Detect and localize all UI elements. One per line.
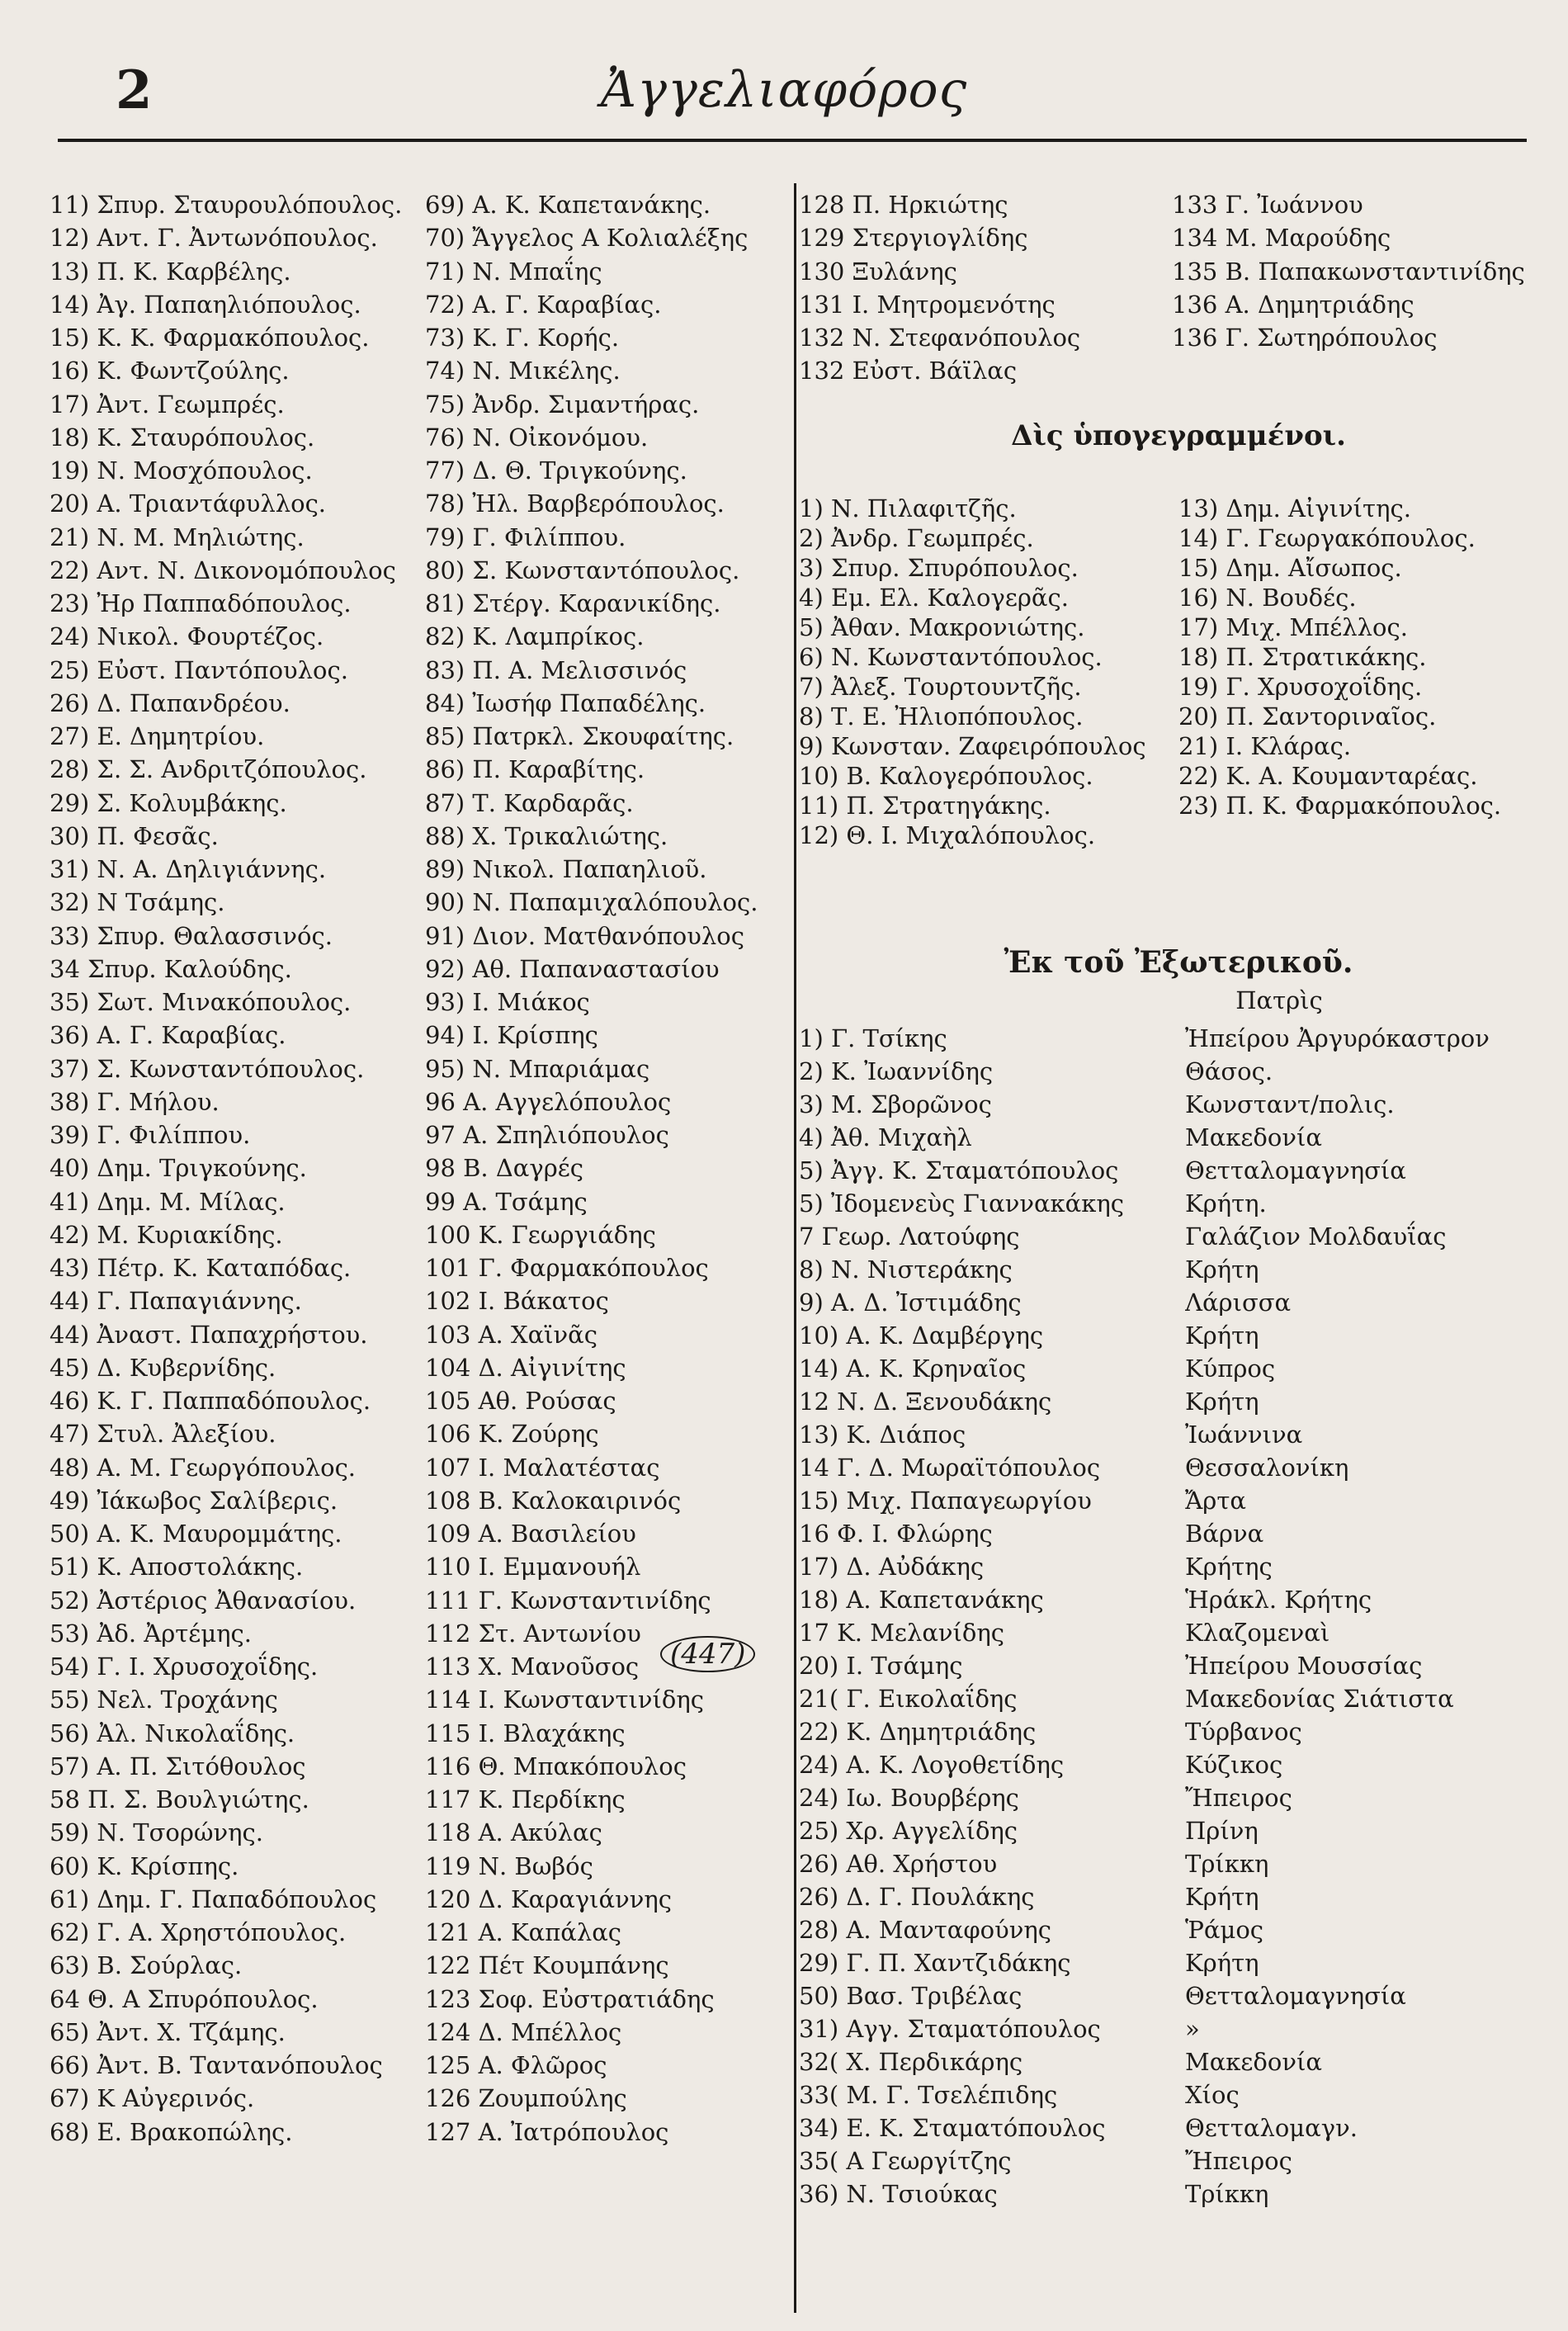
subscriber-entry: 69) Α. Κ. Καπετανάκης. xyxy=(425,191,711,219)
subscriber-entry: 73) Κ. Γ. Κορής. xyxy=(425,324,620,352)
abroad-homeland: Ἤπειρος xyxy=(1185,2147,1292,2175)
handwritten-margin-note: (447) xyxy=(660,1636,755,1672)
undersigned-list xyxy=(799,494,1558,850)
subscriber-entry: 51) Κ. Αποστολάκης. xyxy=(50,1553,304,1582)
undersigned-entry: 3) Σπυρ. Σπυρόπουλος. xyxy=(799,554,1079,582)
undersigned-entry: 17) Μιχ. Μπέλλος. xyxy=(1178,613,1408,641)
subscriber-entry: 17) Ἀντ. Γεωμπρές. xyxy=(50,390,285,418)
abroad-name: 29) Γ. Π. Χαντζιδάκης xyxy=(799,1949,1071,1977)
homeland-heading: Πατρὶς xyxy=(1235,986,1323,1014)
undersigned-entry: 20) Π. Σαντοριναῖος. xyxy=(1178,702,1437,731)
subscriber-entry: 11) Σπυρ. Σταυρουλόπουλος. xyxy=(50,191,403,219)
subscriber-entry: 42) Μ. Κυριακίδης. xyxy=(50,1220,283,1249)
abroad-homeland: Τρίκκη xyxy=(1185,2180,1269,2208)
subscriber-entry: 121 Α. Καπάλας xyxy=(425,1918,622,1946)
subscriber-entry: 93) Ι. Μιάκος xyxy=(425,988,590,1016)
subscriber-entry: 132 Ν. Στεφανόπουλος xyxy=(799,324,1081,352)
subscriber-entry: 57) Α. Π. Σιτόθουλος xyxy=(50,1752,306,1780)
subscriber-entry: 37) Σ. Κωνσταντόπουλος. xyxy=(50,1054,365,1083)
subscriber-entry: 75) Ἀνδρ. Σιμαντήρας. xyxy=(425,390,700,418)
abroad-homeland: Ῥάμος xyxy=(1185,1916,1264,1944)
abroad-homeland: Κρήτη xyxy=(1185,1949,1259,1977)
abroad-homeland: Κρήτη xyxy=(1185,1322,1259,1350)
abroad-name: 8) Ν. Νιστεράκης xyxy=(799,1255,1013,1284)
abroad-homeland: Ἤπειρος xyxy=(1185,1784,1292,1812)
abroad-name: 36) Ν. Τσιούκας xyxy=(799,2180,998,2208)
abroad-name: 4) Ἀθ. Μιχαὴλ xyxy=(799,1123,972,1151)
abroad-name: 1) Γ. Τσίκης xyxy=(799,1024,947,1052)
subscriber-entry: 88) Χ. Τρικαλιώτης. xyxy=(425,821,668,850)
subscriber-entry: 115 Ι. Βλαχάκης xyxy=(425,1719,626,1747)
subscriber-column-2 xyxy=(425,188,792,2149)
subscriber-entry: 70) Ἄγγελος Α Κολιαλέξης xyxy=(425,224,749,253)
undersigned-entry: 16) Ν. Βουδές. xyxy=(1178,584,1357,612)
subscriber-entry: 97 Α. Σπηλιόπουλος xyxy=(425,1121,669,1149)
subscriber-entry: 58 Π. Σ. Βουλγιώτης. xyxy=(50,1785,309,1813)
abroad-name: 24) Ιω. Βουρβέρης xyxy=(799,1784,1019,1812)
abroad-name: 26) Αθ. Χρήστου xyxy=(799,1850,998,1878)
abroad-name: 21( Γ. Εικολαΐδης xyxy=(799,1685,1018,1713)
subscriber-entry: 33) Σπυρ. Θαλασσινός. xyxy=(50,921,333,950)
subscriber-entry: 92) Αθ. Παπαναστασίου xyxy=(425,954,720,983)
subscriber-entry: 83) Π. Α. Μελισσινός xyxy=(425,655,687,684)
subscriber-entry: 74) Ν. Μικέλης. xyxy=(425,357,621,385)
subscriber-entry: 26) Δ. Παπανδρέου. xyxy=(50,688,290,717)
subscriber-entry: 135 Β. Παπακωνσταντινίδης xyxy=(1172,257,1525,286)
abroad-homeland: Κρήτη xyxy=(1185,1255,1259,1284)
subscriber-entry: 86) Π. Καραβίτης. xyxy=(425,755,645,784)
subscriber-entry: 111 Γ. Κωνσταντινίδης xyxy=(425,1586,711,1615)
subscriber-entry: 101 Γ. Φαρμακόπουλος xyxy=(425,1254,709,1282)
subscriber-entry: 132 Εὐστ. Βάϊλας xyxy=(799,357,1018,385)
abroad-name: 22) Κ. Δημητριάδης xyxy=(799,1718,1037,1746)
subscriber-entry: 85) Πατρκλ. Σκουφαίτης. xyxy=(425,722,734,750)
subscriber-entry: 129 Στεργιογλίδης xyxy=(799,224,1028,253)
subscriber-entry: 104 Δ. Αἰγινίτης xyxy=(425,1353,626,1382)
subscriber-entry: 76) Ν. Οἰκονόμου. xyxy=(425,423,649,452)
subscriber-entry: 128 Π. Ηρκιώτης xyxy=(799,191,1008,219)
undersigned-entry: 10) Β. Καλογερόπουλος. xyxy=(799,762,1093,790)
undersigned-entry: 5) Ἀθαν. Μακρονιώτης. xyxy=(799,613,1085,641)
subscriber-entry: 78) Ἠλ. Βαρβερόπουλος. xyxy=(425,489,725,518)
undersigned-entry: 13) Δημ. Αἰγινίτης. xyxy=(1178,494,1411,522)
subscriber-column-1 xyxy=(50,188,425,2149)
subscriber-entry: 131 Ι. Μητρομενότης xyxy=(799,290,1056,319)
undersigned-entry: 18) Π. Στρατικάκης. xyxy=(1178,643,1427,671)
abroad-homeland: Ἄρτα xyxy=(1185,1487,1246,1515)
subscriber-entry: 105 Αθ. Ρούσας xyxy=(425,1387,616,1415)
subscriber-entry: 23) Ἠρ Παππαδόπουλος. xyxy=(50,589,352,617)
abroad-name: 31) Αγγ. Σταματόπουλος xyxy=(799,2015,1101,2043)
abroad-homeland: Τρίκκη xyxy=(1185,1850,1269,1878)
subscriber-entry: 35) Σωτ. Μινακόπουλος. xyxy=(50,988,352,1016)
abroad-name: 12 Ν. Δ. Ξενουδάκης xyxy=(799,1388,1052,1416)
abroad-list xyxy=(799,1022,1558,2210)
undersigned-entry: 19) Γ. Χρυσοχοΐδης. xyxy=(1178,673,1423,701)
abroad-homeland: Κρήτης xyxy=(1185,1553,1273,1581)
abroad-homeland: Γαλάζιον Μολδαυΐας xyxy=(1185,1222,1447,1251)
subscriber-entry: 36) Α. Γ. Καραβίας. xyxy=(50,1021,286,1050)
subscriber-entry: 133 Γ. Ἰωάννου xyxy=(1172,191,1363,219)
subscriber-entry: 82) Κ. Λαμπρίκος. xyxy=(425,622,645,651)
subscriber-entry: 38) Γ. Μήλου. xyxy=(50,1087,220,1116)
subscriber-entry: 55) Νελ. Τροχάνης xyxy=(50,1686,278,1714)
abroad-homeland: Πρίνη xyxy=(1185,1817,1259,1845)
subscriber-entry: 24) Νικολ. Φουρτέζος. xyxy=(50,622,324,651)
undersigned-heading: Δὶς ὑπογεγραμμένοι. xyxy=(1011,419,1346,452)
undersigned-entry: 7) Ἀλεξ. Τουρτουντζῆς. xyxy=(799,673,1082,701)
subscriber-entry: 21) Ν. Μ. Μηλιώτης. xyxy=(50,522,305,551)
subscriber-entry: 45) Δ. Κυβερνίδης. xyxy=(50,1353,276,1382)
abroad-name: 3) Μ. Σβορῶνος xyxy=(799,1090,992,1118)
subscriber-entry: 87) Τ. Καρδαρᾶς. xyxy=(425,788,634,817)
subscriber-entry: 29) Σ. Κολυμβάκης. xyxy=(50,788,287,817)
undersigned-entry: 1) Ν. Πιλαφιτζῆς. xyxy=(799,494,1017,522)
subscriber-entry: 40) Δημ. Τριγκούνης. xyxy=(50,1154,307,1183)
subscriber-entry: 130 Ξυλάνης xyxy=(799,257,957,286)
subscriber-entry: 19) Ν. Μοσχόπουλος. xyxy=(50,456,313,485)
subscriber-entry: 99 Α. Τσάμης xyxy=(425,1187,588,1216)
undersigned-entry: 23) Π. Κ. Φαρμακόπουλος. xyxy=(1178,792,1502,820)
abroad-name: 2) Κ. Ἰωαννίδης xyxy=(799,1057,994,1085)
subscriber-entry: 62) Γ. Α. Χρηστόπουλος. xyxy=(50,1918,347,1946)
subscriber-entry: 60) Κ. Κρίσπης. xyxy=(50,1851,239,1880)
subscriber-entry: 81) Στέργ. Καρανικίδης. xyxy=(425,589,721,617)
subscriber-entry: 48) Α. Μ. Γεωργόπουλος. xyxy=(50,1453,357,1482)
undersigned-entry: 15) Δημ. Αἴσωπος. xyxy=(1178,554,1402,582)
abroad-homeland: Θάσος. xyxy=(1185,1057,1273,1085)
subscriber-entry: 39) Γ. Φιλίππου. xyxy=(50,1121,251,1149)
abroad-homeland: Κύπρος xyxy=(1185,1355,1276,1383)
abroad-homeland: Μακεδονίας Σιάτιστα xyxy=(1185,1685,1454,1713)
subscriber-entry: 22) Αντ. Ν. Δικονομόπουλος xyxy=(50,556,396,584)
subscriber-entry: 34 Σπυρ. Καλούδης. xyxy=(50,954,292,983)
undersigned-entry: 8) Τ. Ε. Ἠλιοπόπουλος. xyxy=(799,702,1084,731)
subscriber-entry: 47) Στυλ. Ἀλεξίου. xyxy=(50,1420,276,1449)
abroad-homeland: » xyxy=(1185,2015,1200,2043)
abroad-name: 34) Ε. Κ. Σταματόπουλος xyxy=(799,2114,1106,2142)
subscriber-entry: 125 Α. Φλῶρος xyxy=(425,2051,607,2079)
subscriber-entry: 27) Ε. Δημητρίου. xyxy=(50,722,265,750)
subscriber-entry: 12) Αντ. Γ. Ἀντωνόπουλος. xyxy=(50,224,378,253)
abroad-name: 14 Γ. Δ. Μωραϊτόπουλος xyxy=(799,1454,1101,1482)
subscriber-entry: 20) Α. Τριαντάφυλλος. xyxy=(50,489,327,518)
header-rule xyxy=(58,139,1527,142)
subscriber-entry: 96 Α. Αγγελόπουλος xyxy=(425,1087,672,1116)
abroad-heading: Ἐκ τοῦ Ἐξωτερικοῦ. xyxy=(1004,945,1353,980)
abroad-homeland: Λάρισσα xyxy=(1185,1288,1292,1317)
undersigned-entry: 21) Ι. Κλάρας. xyxy=(1178,732,1352,760)
column-divider xyxy=(794,183,796,2313)
subscriber-entry: 136 Α. Δημητριάδης xyxy=(1172,290,1415,319)
subscriber-entry: 56) Ἀλ. Νικολαΐδης. xyxy=(50,1719,295,1747)
undersigned-entry: 22) Κ. Α. Κουμανταρέας. xyxy=(1178,762,1478,790)
subscriber-entry: 18) Κ. Σταυρόπουλος. xyxy=(50,423,315,452)
subscriber-entry: 113 Χ. Μανοῦσος xyxy=(425,1653,640,1681)
abroad-homeland: Κρήτη. xyxy=(1185,1189,1267,1218)
subscriber-entry: 106 Κ. Ζούρης xyxy=(425,1420,599,1449)
abroad-homeland: Βάρνα xyxy=(1185,1520,1264,1548)
abroad-homeland: Μακεδονία xyxy=(1185,2048,1322,2076)
abroad-homeland: Κρήτη xyxy=(1185,1883,1259,1911)
masthead-title: Ἀγγελιαφόρος xyxy=(600,61,968,119)
abroad-name: 24) Α. Κ. Λογοθετίδης xyxy=(799,1751,1065,1779)
subscriber-entry: 118 Α. Ακύλας xyxy=(425,1818,602,1847)
subscriber-entry: 44) Ἀναστ. Παπαχρήστου. xyxy=(50,1320,368,1349)
subscriber-entry: 94) Ι. Κρίσπης xyxy=(425,1021,598,1050)
abroad-name: 14) Α. Κ. Κρηναῖος xyxy=(799,1355,1027,1383)
subscriber-entry: 53) Ἀδ. Ἀρτέμης. xyxy=(50,1619,253,1648)
subscriber-entry: 120 Δ. Καραγιάννης xyxy=(425,1884,672,1913)
subscriber-entry: 100 Κ. Γεωργιάδης xyxy=(425,1220,656,1249)
subscriber-entry: 117 Κ. Περδίκης xyxy=(425,1785,626,1813)
subscriber-column-3 xyxy=(799,188,1172,388)
abroad-name: 10) Α. Κ. Δαμβέργης xyxy=(799,1322,1044,1350)
abroad-homeland: Χίος xyxy=(1185,2081,1240,2109)
undersigned-entry xyxy=(1178,820,1558,850)
undersigned-entry: 11) Π. Στρατηγάκης. xyxy=(799,792,1051,820)
abroad-name: 28) Α. Μανταφούνης xyxy=(799,1916,1051,1944)
subscriber-column-4 xyxy=(1172,188,1560,354)
abroad-name: 5) Ἀγγ. Κ. Σταματόπουλος xyxy=(799,1156,1119,1184)
undersigned-entry: 14) Γ. Γεωργακόπουλος. xyxy=(1178,524,1476,552)
subscriber-entry: 61) Δημ. Γ. Παπαδόπουλος xyxy=(50,1884,377,1913)
abroad-name: 16 Φ. Ι. Φλώρης xyxy=(799,1520,993,1548)
undersigned-entry: 9) Κωνσταν. Ζαφειρόπουλος xyxy=(799,732,1146,760)
subscriber-entry: 116 Θ. Μπακόπουλος xyxy=(425,1752,687,1780)
subscriber-entry: 44) Γ. Παπαγιάννης. xyxy=(50,1287,302,1316)
subscriber-entry: 72) Α. Γ. Καραβίας. xyxy=(425,290,662,319)
subscriber-entry: 52) Ἀστέριος Ἀθανασίου. xyxy=(50,1586,357,1615)
undersigned-entry: 6) Ν. Κωνσταντόπουλος. xyxy=(799,643,1103,671)
subscriber-entry: 109 Α. Βασιλείου xyxy=(425,1520,636,1548)
subscriber-entry: 90) Ν. Παπαμιχαλόπουλος. xyxy=(425,888,758,917)
subscriber-entry: 95) Ν. Μπαριάμας xyxy=(425,1054,650,1083)
subscriber-entry: 50) Α. Κ. Μαυρομμάτης. xyxy=(50,1520,342,1548)
subscriber-entry: 79) Γ. Φιλίππου. xyxy=(425,522,626,551)
subscriber-entry: 124 Δ. Μπέλλος xyxy=(425,2017,622,2046)
subscriber-entry: 77) Δ. Θ. Τριγκούνης. xyxy=(425,456,687,485)
subscriber-entry: 66) Ἀντ. Β. Ταντανόπουλος xyxy=(50,2051,383,2079)
subscriber-entry: 16) Κ. Φωντζούλης. xyxy=(50,357,290,385)
subscriber-entry: 107 Ι. Μαλατέστας xyxy=(425,1453,660,1482)
subscriber-entry: 108 Β. Καλοκαιρινός xyxy=(425,1486,682,1515)
subscriber-entry: 28) Σ. Σ. Ανδριτζόπουλος. xyxy=(50,755,367,784)
abroad-homeland: Θετταλομαγνησία xyxy=(1185,1156,1406,1184)
subscriber-entry: 13) Π. Κ. Καρβέλης. xyxy=(50,257,291,286)
subscriber-entry: 112 Στ. Αντωνίου xyxy=(425,1619,641,1648)
abroad-name: 9) Α. Δ. Ἰστιμάδης xyxy=(799,1288,1022,1317)
abroad-homeland: Ἡράκλ. Κρήτης xyxy=(1185,1586,1372,1614)
subscriber-entry: 126 Ζουμπούλης xyxy=(425,2084,627,2113)
subscriber-entry: 114 Ι. Κωνσταντινίδης xyxy=(425,1686,704,1714)
abroad-name: 7 Γεωρ. Λατούφης xyxy=(799,1222,1020,1251)
subscriber-entry: 59) Ν. Τσορώνης. xyxy=(50,1818,264,1847)
abroad-homeland: Κωνσταντ/πολις. xyxy=(1185,1090,1395,1118)
subscriber-entry: 102 Ι. Βάκατος xyxy=(425,1287,609,1316)
undersigned-entry: 4) Εμ. Ελ. Καλογερᾶς. xyxy=(799,584,1069,612)
abroad-name: 15) Μιχ. Παπαγεωργίου xyxy=(799,1487,1092,1515)
abroad-homeland: Τύρβανος xyxy=(1185,1718,1302,1746)
subscriber-entry: 119 Ν. Βωβός xyxy=(425,1851,593,1880)
abroad-name: 25) Χρ. Αγγελίδης xyxy=(799,1817,1018,1845)
subscriber-entry: 89) Νικολ. Παπαηλιοῦ. xyxy=(425,855,707,883)
abroad-name: 26) Δ. Γ. Πουλάκης xyxy=(799,1883,1035,1911)
subscriber-entry: 46) Κ. Γ. Παππαδόπουλος. xyxy=(50,1387,371,1415)
subscriber-entry: 68) Ε. Βρακοπώλης. xyxy=(50,2117,293,2146)
abroad-name: 5) Ἰδομενεὺς Γιαννακάκης xyxy=(799,1189,1124,1218)
abroad-homeland: Ἠπείρου Ἀργυρόκαστρον xyxy=(1185,1024,1490,1052)
abroad-name: 20) Ι. Τσάμης xyxy=(799,1652,963,1680)
abroad-name: 17) Δ. Αὐδάκης xyxy=(799,1553,985,1581)
abroad-name: 17 Κ. Μελανίδης xyxy=(799,1619,1004,1647)
subscriber-entry: 32) Ν Τσάμης. xyxy=(50,888,225,917)
subscriber-entry: 64 Θ. Α Σπυρόπουλος. xyxy=(50,1984,319,2013)
subscriber-entry: 136 Γ. Σωτηρόπουλος xyxy=(1172,324,1438,352)
subscriber-entry: 65) Ἀντ. Χ. Τζάμης. xyxy=(50,2017,286,2046)
subscriber-entry: 110 Ι. Εμμανουήλ xyxy=(425,1553,641,1582)
abroad-homeland: Μακεδονία xyxy=(1185,1123,1322,1151)
subscriber-entry: 91) Διον. Ματθανόπουλος xyxy=(425,921,744,950)
subscriber-entry: 15) Κ. Κ. Φαρμακόπουλος. xyxy=(50,324,370,352)
undersigned-entry: 12) Θ. Ι. Μιχαλόπουλος. xyxy=(799,821,1096,849)
abroad-homeland: Ἰωάννινα xyxy=(1185,1421,1303,1449)
subscriber-entry: 71) Ν. Μπαΐης xyxy=(425,257,602,286)
subscriber-entry: 43) Πέτρ. Κ. Καταπόδας. xyxy=(50,1254,352,1282)
abroad-homeland: Θεσσαλονίκη xyxy=(1185,1454,1349,1482)
subscriber-entry: 103 Α. Χαϊνᾶς xyxy=(425,1320,598,1349)
subscriber-entry: 14) Ἀγ. Παπαηλιόπουλος. xyxy=(50,290,361,319)
subscriber-entry: 134 Μ. Μαρούδης xyxy=(1172,224,1391,253)
page-number: 2 xyxy=(116,59,153,121)
subscriber-entry: 49) Ἰάκωβος Σαλίβερις. xyxy=(50,1486,338,1515)
abroad-name: 18) Α. Καπετανάκης xyxy=(799,1586,1044,1614)
subscriber-entry: 25) Εὐστ. Παντόπουλος. xyxy=(50,655,348,684)
subscriber-entry: 98 Β. Δαγρές xyxy=(425,1154,584,1183)
abroad-name: 50) Βασ. Τριβέλας xyxy=(799,1982,1023,2010)
undersigned-entry: 2) Ἀνδρ. Γεωμπρές. xyxy=(799,524,1034,552)
abroad-name: 35( Α Γεωργίτζης xyxy=(799,2147,1012,2175)
abroad-homeland: Κύζικος xyxy=(1185,1751,1283,1779)
subscriber-entry: 54) Γ. Ι. Χρυσοχοΐδης. xyxy=(50,1653,319,1681)
abroad-name: 32( Χ. Περδικάρης xyxy=(799,2048,1023,2076)
abroad-homeland: Κλαζομεναὶ xyxy=(1185,1619,1330,1647)
abroad-homeland: Κρήτη xyxy=(1185,1388,1259,1416)
subscriber-entry: 67) Κ Αὐγερινός. xyxy=(50,2084,255,2113)
abroad-homeland: Ἠπείρου Μουσσίας xyxy=(1185,1652,1423,1680)
subscriber-entry: 123 Σοφ. Εὐστρατιάδης xyxy=(425,1984,715,2013)
subscriber-entry: 30) Π. Φεσᾶς. xyxy=(50,821,219,850)
subscriber-entry: 31) Ν. Α. Δηλιγιάννης. xyxy=(50,855,327,883)
subscriber-entry: 63) Β. Σούρλας. xyxy=(50,1951,243,1980)
abroad-name: 13) Κ. Διάπος xyxy=(799,1421,966,1449)
abroad-homeland: Θετταλομαγνησία xyxy=(1185,1982,1406,2010)
subscriber-entry: 122 Πέτ Κουμπάνης xyxy=(425,1951,669,1980)
subscriber-entry: 84) Ἰωσήφ Παπαδέλης. xyxy=(425,688,706,717)
abroad-homeland: Θετταλομαγν. xyxy=(1185,2114,1358,2142)
subscriber-entry: 41) Δημ. Μ. Μίλας. xyxy=(50,1187,286,1216)
subscriber-entry: 127 Α. Ἰατρόπουλος xyxy=(425,2117,669,2146)
subscriber-entry: 80) Σ. Κωνσταντόπουλος. xyxy=(425,556,740,584)
abroad-name: 33( Μ. Γ. Τσελέπιδης xyxy=(799,2081,1058,2109)
